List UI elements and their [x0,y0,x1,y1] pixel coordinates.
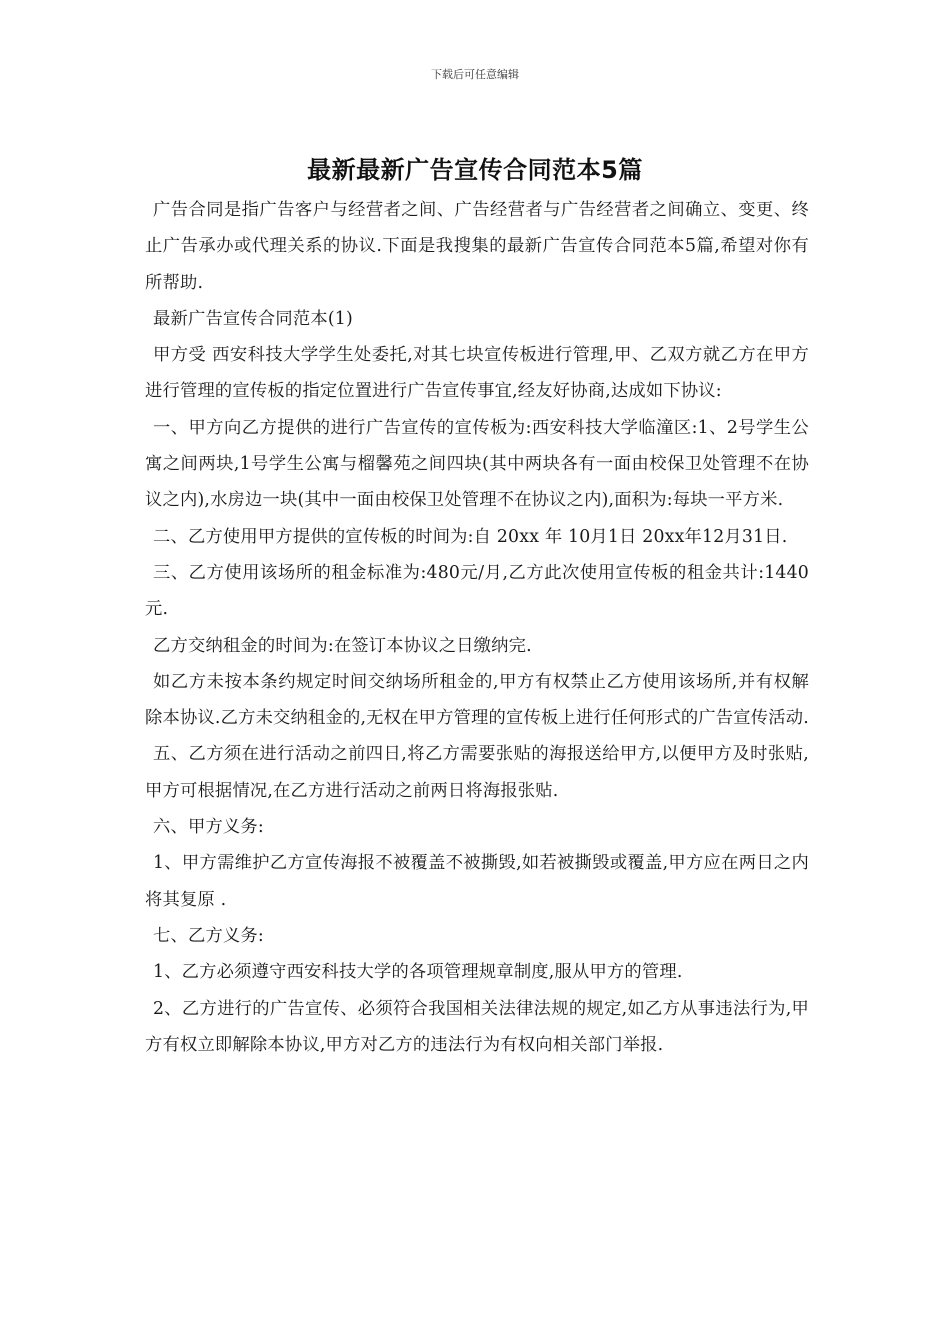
paragraph-rent-default: 如乙方未按本条约规定时间交纳场所租金的,甲方有权禁止乙方使用该场所,并有权解除本协议.乙方未交纳租金的,无权在甲方管理的宣传板上进行任何形式的广告宣传活动. [145,671,809,729]
paragraph-clause-1: 一、甲方向乙方提供的进行广告宣传的宣传板为:西安科技大学临潼区:1、2号学生公寓之间两块,1号学生公寓与榴馨苑之间四块(其中两块各有一面由校保卫处管理不在协议之内),水房边一块(其中一面由校保卫处管理不在协议之内),面积为:每块一平方米. [145,417,809,511]
paragraph-clause-2: 二、乙方使用甲方提供的宣传板的时间为:自 20xx 年 10月1日 20xx年12月31日. [153,526,788,547]
paragraph-sample-heading: 最新广告宣传合同范本(1) [153,308,353,329]
paragraph-intro: 广告合同是指广告客户与经营者之间、广告经营者与广告经营者之间确立、变更、终止广告承办或代理关系的协议.下面是我搜集的最新广告宣传合同范本5篇,希望对你有所帮助. [145,200,809,293]
document-title: 最新最新广告宣传合同范本5篇 [307,156,643,184]
paragraph-clause-3: 三、乙方使用该场所的租金标准为:480元/月,乙方此次使用宣传板的租金共计:1440元. [145,562,809,620]
paragraph-preamble: 甲方受 西安科技大学学生处委托,对其七块宣传板进行管理,甲、乙双方就乙方在甲方进行管理的宣传板的指定位置进行广告宣传事宜,经友好协商,达成如下协议: [145,345,809,402]
document-body [145,192,809,1063]
paragraph-clause-5: 五、乙方须在进行活动之前四日,将乙方需要张贴的海报送给甲方,以便甲方及时张贴,甲方可根据情况,在乙方进行活动之前两日将海报张贴. [145,744,809,801]
paragraph-clause-6-heading: 六、甲方义务: [153,817,264,838]
paragraph-clause-7-heading: 七、乙方义务: [153,925,264,946]
header-note: 下载后可任意编辑 [431,68,519,81]
paragraph-clause-7-item-2: 2、乙方进行的广告宣传、必须符合我国相关法律法规的规定,如乙方从事违法行为,甲方有权立即解除本协议,甲方对乙方的违法行为有权向相关部门举报. [145,998,809,1055]
paragraph-rent-time: 乙方交纳租金的时间为:在签订本协议之日缴纳完. [153,635,532,656]
paragraph-clause-6-item-1: 1、甲方需维护乙方宣传海报不被覆盖不被撕毁,如若被撕毁或覆盖,甲方应在两日之内将其复原 . [145,853,809,910]
paragraph-clause-7-item-1: 1、乙方必须遵守西安科技大学的各项管理规章制度,服从甲方的管理. [153,962,683,983]
